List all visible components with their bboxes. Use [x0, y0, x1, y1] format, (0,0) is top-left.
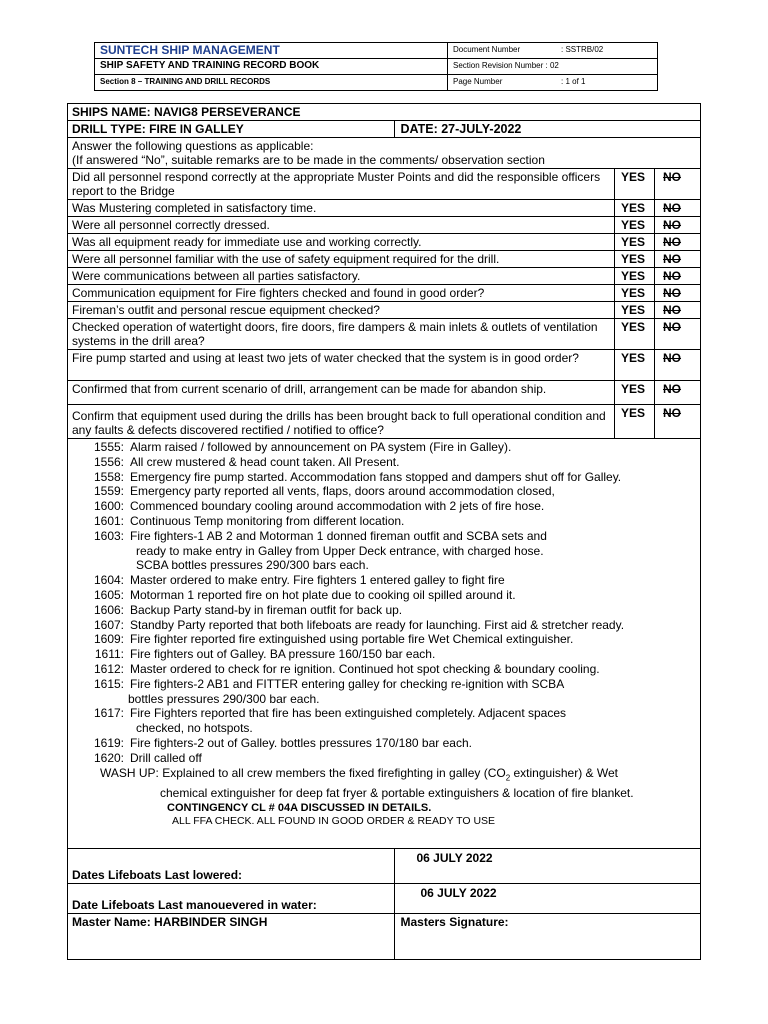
yes-answer: YES: [615, 268, 655, 285]
question-row: [68, 285, 701, 302]
question-text: Was Mustering completed in satisfactory time.: [68, 200, 615, 217]
ffa-check-note: ALL FFA CHECK. ALL FOUND IN GOOD ORDER & READY TO USE: [172, 814, 496, 827]
yes-answer: YES: [615, 319, 655, 350]
yes-answer: YES: [615, 234, 655, 251]
no-answer: NO: [655, 302, 701, 319]
log-text: All crew mustered & head count taken. All Present.: [130, 454, 400, 469]
log-text: Fire fighters-2 out of Galley. bottles pressures 170/180 bar each.: [130, 735, 472, 750]
log-entry: [72, 544, 696, 559]
log-entry: [72, 603, 696, 618]
question-text: Communication equipment for Fire fighters checked and found in good order?: [68, 285, 615, 302]
drill-date: DATE: 27-JULY-2022: [394, 121, 701, 138]
log-entry: [72, 499, 696, 514]
question-row: [68, 381, 701, 405]
log-time: 1601:: [93, 513, 124, 528]
instruction-line-1: Answer the following questions as applicable:: [72, 139, 314, 153]
log-text: Fire fighters out of Galley. BA pressure 160/150 bar each.: [130, 647, 436, 662]
log-text: ready to make entry in Galley from Upper Deck entrance, with charged hose.: [136, 543, 544, 558]
log-time: [82, 544, 124, 559]
lifeboat-lowered-label: Dates Lifeboats Last lowered:: [68, 848, 395, 883]
log-entry: [72, 662, 696, 677]
yes-answer: YES: [615, 285, 655, 302]
log-entry: [72, 736, 696, 751]
wash-up-text-3: chemical extinguisher for deep fat fryer & portable extinguishers & location of fire blanket.: [160, 785, 634, 800]
log-entry: [72, 573, 696, 588]
revision-value: : 02: [545, 61, 559, 70]
log-entry: [72, 455, 696, 470]
question-row: [68, 268, 701, 285]
section-revision: [448, 59, 658, 75]
question-row: [68, 350, 701, 381]
log-time: [82, 558, 124, 573]
yes-answer: YES: [615, 302, 655, 319]
log-time: 1605:: [93, 587, 124, 602]
log-time: 1606:: [93, 602, 124, 617]
question-row: [68, 302, 701, 319]
log-time: 1609:: [93, 632, 124, 647]
log-entry: [72, 529, 696, 544]
wash-up-notes: [72, 766, 696, 801]
instruction-line-2: (If answered “No”, suitable remarks are to be made in the comments/ observation section: [72, 153, 545, 167]
yes-answer: YES: [615, 350, 655, 381]
log-time: [82, 692, 124, 707]
question-row: [68, 200, 701, 217]
instructions: [68, 138, 701, 169]
log-text: Commenced boundary cooling around accommodation with 2 jets of fire hose.: [130, 499, 545, 514]
log-time: 1558:: [93, 469, 124, 484]
log-text: Fire Fighters reported that fire has been extinguished completely. Adjacent spaces: [130, 706, 567, 721]
log-text: Fire fighters-1 AB 2 and Motorman 1 donned fireman outfit and SCBA sets and: [130, 528, 547, 543]
question-row: [68, 319, 701, 350]
yes-answer: YES: [615, 200, 655, 217]
document-header: [94, 42, 658, 91]
yes-answer: YES: [615, 217, 655, 234]
drill-log: [68, 439, 701, 849]
log-text: Fire fighter reported fire extinguished using portable fire Wet Chemical extinguisher.: [130, 632, 574, 647]
log-text: Drill called off: [130, 750, 202, 765]
log-time: 1615:: [93, 676, 124, 691]
no-answer: NO: [655, 234, 701, 251]
no-answer: NO: [655, 350, 701, 381]
master-name: Master Name: HARBINDER SINGH: [68, 913, 395, 959]
contingency-note: CONTINGENCY CL # 04A DISCUSSED IN DETAILS.: [167, 801, 432, 814]
log-text: Alarm raised / followed by announcement on PA system (Fire in Galley).: [130, 440, 512, 454]
yes-answer: YES: [615, 381, 655, 405]
document-number: [448, 43, 658, 59]
log-entry: [72, 751, 696, 766]
log-time: [82, 721, 124, 736]
log-entry: [72, 647, 696, 662]
question-text: Fireman’s outfit and personal rescue equipment checked?: [68, 302, 615, 319]
log-text: Backup Party stand-by in fireman outfit for back up.: [130, 602, 403, 617]
log-entry: [72, 558, 696, 573]
no-answer: NO: [655, 381, 701, 405]
log-entry: [72, 484, 696, 499]
no-answer: NO: [655, 217, 701, 234]
yes-answer: YES: [615, 251, 655, 268]
log-entry: [72, 706, 696, 721]
document-number-value: : SSTRB/02: [561, 45, 604, 54]
page-number-value: : 1 of 1: [561, 77, 586, 86]
log-text: Fire fighters-2 AB1 and FITTER entering galley for checking re-ignition with SCBA: [130, 676, 565, 691]
document-number-label: Document Number: [453, 45, 521, 54]
log-text: SCBA bottles pressures 290/300 bars each.: [136, 558, 369, 573]
lifeboat-manoeuvred-date: 06 JULY 2022: [394, 883, 701, 913]
question-text: Fire pump started and using at least two jets of water checked that the system is in good order?: [68, 350, 615, 381]
log-text: Emergency party reported all vents, flaps, doors around accommodation closed,: [130, 484, 555, 499]
section-title: Section 8 – TRAINING AND DRILL RECORDS: [95, 75, 448, 91]
question-row: [68, 169, 701, 200]
log-time: 1559:: [93, 484, 124, 499]
log-time: 1600:: [93, 499, 124, 514]
page-number-label: Page Number: [453, 77, 503, 86]
log-entry: [72, 632, 696, 647]
log-text: Master ordered to check for re ignition. Continued hot spot checking & boundary cooling.: [130, 661, 600, 676]
question-row: [68, 234, 701, 251]
company-name: SUNTECH SHIP MANAGEMENT: [95, 43, 448, 59]
drill-record-form: [67, 103, 701, 960]
log-time: 1620:: [93, 750, 124, 765]
ship-name: SHIPS NAME: NAVIG8 PERSEVERANCE: [68, 104, 701, 121]
page-number: [448, 75, 658, 91]
no-answer: NO: [655, 285, 701, 302]
log-entry: [72, 514, 696, 529]
log-time: 1603:: [93, 528, 124, 543]
log-time: 1617:: [93, 706, 124, 721]
log-time: 1604:: [93, 573, 124, 588]
wash-up-text-1: WASH UP: Explained to all crew members the fixed firefighting in galley (CO: [100, 765, 506, 780]
no-answer: NO: [655, 169, 701, 200]
question-row: [68, 405, 701, 439]
question-row: [68, 251, 701, 268]
no-answer: NO: [655, 251, 701, 268]
question-text: Was all equipment ready for immediate use and working correctly.: [68, 234, 615, 251]
log-text: Master ordered to make entry. Fire fighters 1 entered galley to fight fire: [130, 573, 505, 588]
record-book-title: SHIP SAFETY AND TRAINING RECORD BOOK: [95, 59, 448, 75]
master-signature-label: Masters Signature:: [394, 913, 701, 959]
lifeboat-manoeuvred-label: Date Lifeboats Last manouevered in water:: [68, 883, 395, 913]
no-answer: NO: [655, 405, 701, 439]
lifeboat-lowered-date: 06 JULY 2022: [394, 848, 701, 883]
drill-type: DRILL TYPE: FIRE IN GALLEY: [68, 121, 395, 138]
revision-label: Section Revision Number: [453, 61, 544, 70]
log-entry: [72, 470, 696, 485]
question-text: Were communications between all parties satisfactory.: [68, 268, 615, 285]
log-entry: [72, 692, 696, 707]
wash-up-subscript: 2: [505, 772, 511, 782]
question-text: Confirmed that from current scenario of drill, arrangement can be made for abandon ship.: [68, 381, 615, 405]
log-text: Continuous Temp monitoring from different location.: [130, 513, 405, 528]
log-time: 1556:: [93, 454, 124, 469]
no-answer: NO: [655, 319, 701, 350]
yes-answer: YES: [615, 405, 655, 439]
log-time: 1607:: [93, 617, 124, 632]
log-time: 1611:: [94, 647, 124, 662]
question-text: Were all personnel familiar with the use of safety equipment required for the drill.: [68, 251, 615, 268]
log-text: Motorman 1 reported fire on hot plate due to cooking oil spilled around it.: [130, 587, 516, 602]
yes-answer: YES: [615, 169, 655, 200]
log-time: 1555:: [93, 440, 124, 454]
log-entry: [72, 618, 696, 633]
log-time: 1612:: [93, 661, 124, 676]
log-text: Standby Party reported that both lifeboats are ready for launching. First aid & stretcher ready.: [130, 617, 625, 632]
log-text: checked, no hotspots.: [136, 721, 253, 736]
log-entry: [72, 440, 696, 455]
question-text: Were all personnel correctly dressed.: [68, 217, 615, 234]
log-entry: [72, 677, 696, 692]
log-time: 1619:: [93, 735, 124, 750]
log-entry: [72, 721, 696, 736]
question-text: Checked operation of watertight doors, fire doors, fire dampers & main inlets & outlets of ventilation systems in the drill area?: [68, 319, 615, 350]
question-text: Confirm that equipment used during the drills has been brought back to full operational condition and any faults & defects discovered rectified / notified to office?: [68, 405, 615, 439]
no-answer: NO: [655, 200, 701, 217]
wash-up-text-2: extinguisher) & Wet: [510, 765, 618, 780]
log-text: bottles pressures 290/300 bar each.: [128, 691, 320, 706]
question-row: [68, 217, 701, 234]
log-entry: [72, 588, 696, 603]
no-answer: NO: [655, 268, 701, 285]
question-text: Did all personnel respond correctly at the appropriate Muster Points and did the responsible officers report to the Bridge: [68, 169, 615, 200]
log-text: Emergency fire pump started. Accommodation fans stopped and dampers shut off for Galley.: [130, 469, 622, 484]
